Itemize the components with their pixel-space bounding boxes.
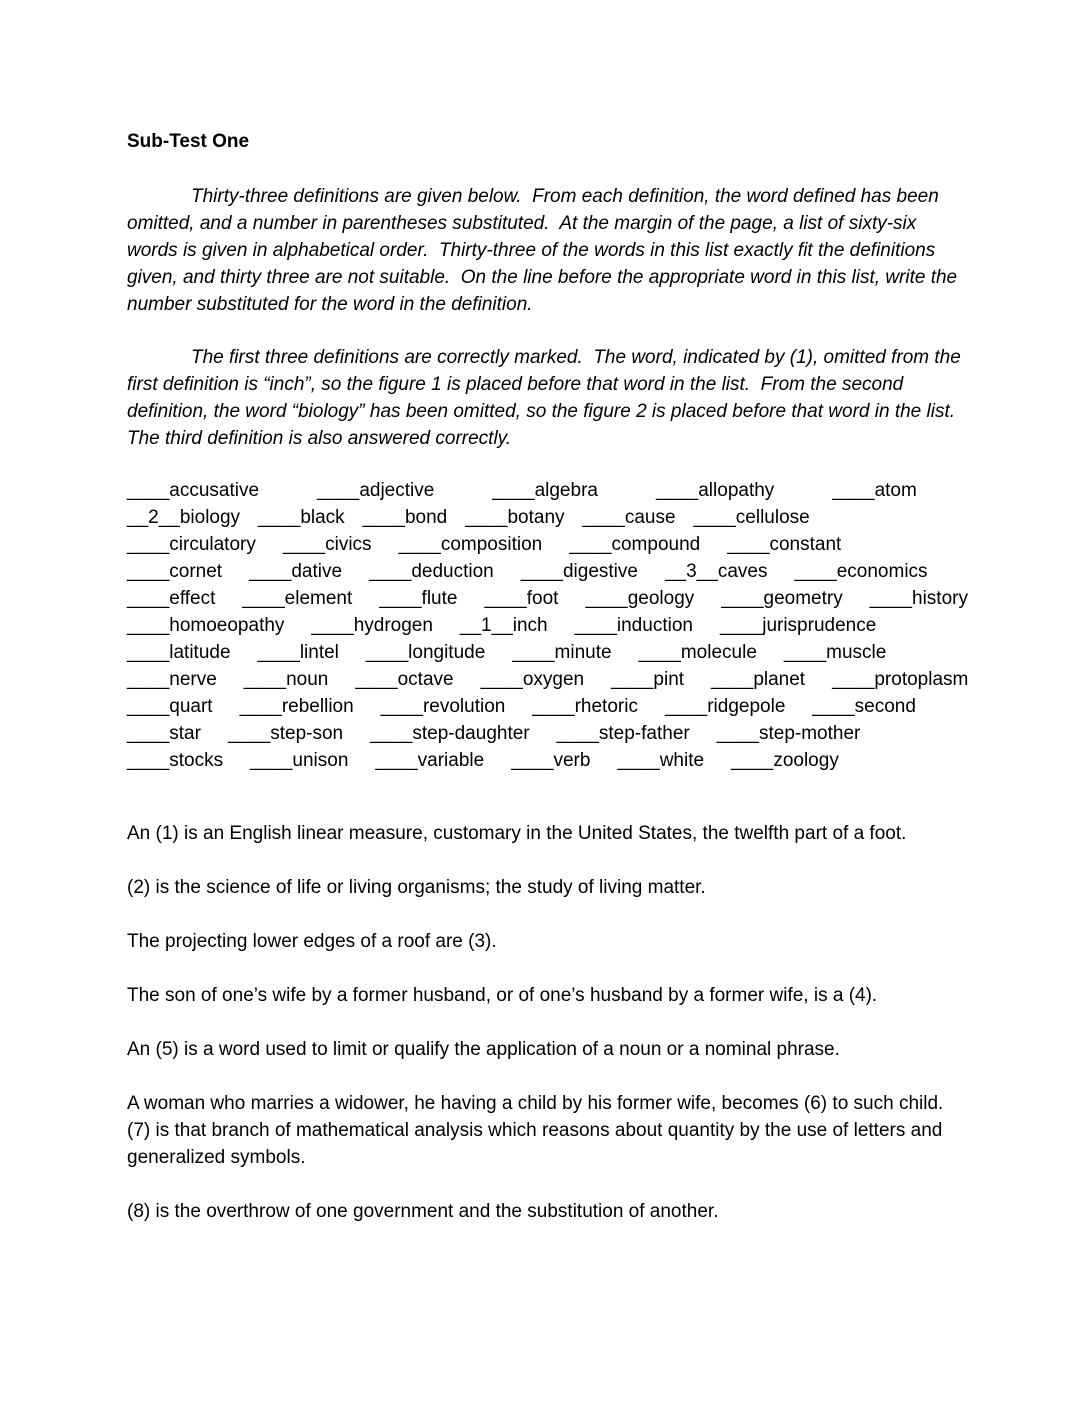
word-entry: ____economics [794, 561, 928, 582]
word-entry: ____cause [582, 507, 676, 528]
word-entry: ____effect [127, 588, 216, 609]
word-entry: ____accusative [127, 480, 260, 501]
word-entry: ____longitude [365, 642, 486, 663]
word-entry: ____flute [379, 588, 458, 609]
word-list-line [127, 639, 962, 666]
word-entry: ____compound [569, 534, 701, 555]
word-entry: ____unison [250, 750, 349, 771]
word-entry: ____verb [511, 750, 591, 771]
definition-paragraph: An (5) is a word used to limit or qualify the application of a noun or a nominal phrase. [127, 1039, 840, 1060]
word-entry: ____botany [465, 507, 565, 528]
definition-paragraph: An (1) is an English linear measure, customary in the United States, the twelfth part of a foot. [127, 823, 907, 844]
word-list-line [127, 612, 962, 639]
word-entry: ____zoology [731, 750, 839, 771]
word-entry: ____algebra [492, 480, 598, 501]
definition-paragraph: (7) is that branch of mathematical analysis which reasons about quantity by the use of letters and generalized symbols. [127, 1120, 948, 1168]
word-entry: ____step-father [556, 723, 690, 744]
word-entry: ____step-son [227, 723, 344, 744]
word-entry: ____minute [512, 642, 612, 663]
word-entry: ____muscle [783, 642, 887, 663]
word-entry: ____jurisprudence [719, 615, 877, 636]
word-list-line [127, 477, 962, 504]
word-entry: ____octave [355, 669, 454, 690]
word-entry: ____black [258, 507, 345, 528]
word-entry: ____oxygen [480, 669, 585, 690]
word-entry: ____rhetoric [532, 696, 638, 717]
word-entry: ____protoplasm [832, 669, 969, 690]
word-entry: ____adjective [317, 480, 435, 501]
word-list-line [127, 747, 962, 774]
word-entry: __2__biology [127, 507, 241, 528]
definition-paragraph: (2) is the science of life or living organisms; the study of living matter. [127, 877, 706, 898]
word-entry: ____geology [585, 588, 695, 609]
word-list-line [127, 531, 962, 558]
word-list-line [127, 585, 968, 612]
word-list [127, 477, 969, 774]
word-entry: ____foot [484, 588, 559, 609]
word-entry: ____cornet [127, 561, 223, 582]
word-entry: ____dative [249, 561, 343, 582]
word-entry: ____step-daughter [370, 723, 530, 744]
word-list-line [127, 693, 962, 720]
word-entry: ____element [242, 588, 353, 609]
word-entry: ____deduction [369, 561, 494, 582]
word-entry: ____molecule [638, 642, 757, 663]
word-list-line [127, 558, 962, 585]
word-entry: ____planet [711, 669, 806, 690]
word-entry: ____quart [127, 696, 213, 717]
definitions [127, 820, 962, 1225]
word-entry: ____geometry [721, 588, 843, 609]
page-title: Sub-Test One [127, 131, 250, 152]
word-entry: ____star [127, 723, 201, 744]
word-entry: ____hydrogen [311, 615, 433, 636]
word-list-line [127, 666, 969, 693]
word-entry: ____bond [362, 507, 448, 528]
word-entry: ____civics [282, 534, 372, 555]
word-entry: ____variable [375, 750, 485, 771]
word-entry: ____pint [611, 669, 685, 690]
word-entry: ____constant [727, 534, 842, 555]
word-entry: ____rebellion [239, 696, 354, 717]
definition-paragraph: (8) is the overthrow of one government and the substitution of another. [127, 1201, 719, 1222]
definition-paragraph: A woman who marries a widower, he having a child by his former wife, becomes (6) to such child. [127, 1093, 944, 1114]
word-list-line [127, 504, 962, 531]
word-entry: ____allopathy [655, 480, 775, 501]
word-entry: ____history [869, 588, 968, 609]
definition-paragraph: The projecting lower edges of a roof are (3). [127, 931, 497, 952]
word-entry: ____revolution [380, 696, 506, 717]
word-entry: ____noun [243, 669, 329, 690]
word-entry: ____atom [832, 480, 917, 501]
definition-paragraph: The son of one’s wife by a former husband, or of one’s husband by a former wife, is a (4). [127, 985, 878, 1006]
word-entry: ____lintel [257, 642, 339, 663]
intro-paragraph-2: The first three definitions are correctly marked. The word, indicated by (1), omitted from the first definition is “inch”, so the figure 1 is placed before that word in the list. From the second definition, the word “biology” has been omitted, so the figure 2 is placed before that word in the list. The third definition is also answered correctly. [127, 347, 967, 449]
word-entry: ____white [617, 750, 705, 771]
word-entry: ____homoeopathy [127, 615, 285, 636]
word-entry: ____digestive [520, 561, 638, 582]
word-entry: ____ridgepole [664, 696, 786, 717]
word-entry: ____induction [574, 615, 693, 636]
word-entry: ____second [812, 696, 916, 717]
word-entry: ____circulatory [127, 534, 256, 555]
word-entry: __1__inch [459, 615, 548, 636]
word-entry: ____stocks [127, 750, 224, 771]
word-entry: ____composition [398, 534, 543, 555]
word-list-line [127, 720, 962, 747]
word-entry: ____step-mother [716, 723, 861, 744]
word-entry: ____latitude [127, 642, 231, 663]
word-entry: ____nerve [127, 669, 217, 690]
intro-paragraph-1: Thirty-three definitions are given below. From each definition, the word defined has been omitted, and a number in parentheses substituted. At the margin of the page, a list of sixty-six words is given in alphabetical order. Thirty-three of the words in this list exactly fit the definitions given, and thirty three are not suitable. On the line before the appropriate word in this list, write the number substituted for the word in the definition. [127, 186, 963, 315]
word-entry: __3__caves [664, 561, 768, 582]
word-entry: ____cellulose [693, 507, 810, 528]
